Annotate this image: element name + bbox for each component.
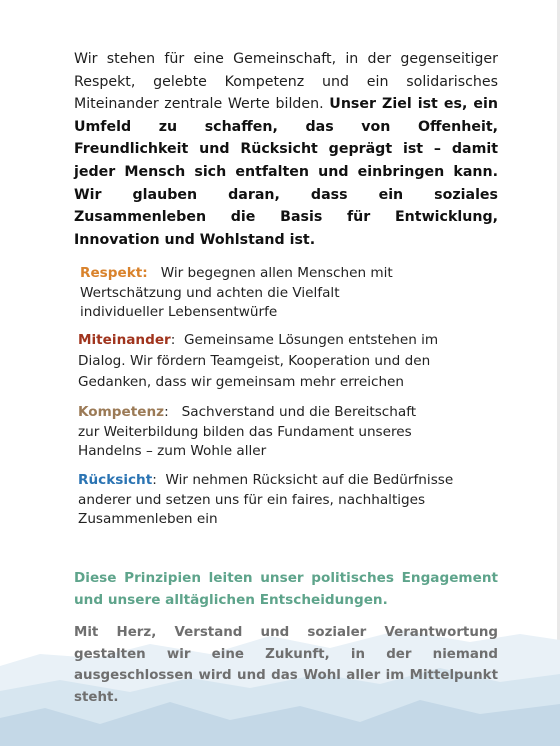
value-respekt bbox=[80, 264, 420, 323]
value-text: Gemeinsame Lösungen entstehen im Dialog. Wir fördern Teamgeist, Kooperation und den Gedanken, dass wir gemeinsam mehr erreichen bbox=[78, 332, 439, 390]
closing-statement-text: Mit Herz, Verstand und sozialer Verantwortung gestalten wir eine Zukunft, in der niemand ausgeschlossen wird und das Wohl aller im Mittelpunkt steht. bbox=[74, 625, 498, 705]
intro-bold-text: Unser Ziel ist es, ein Umfeld zu schaffen, das von Offenheit, Freundlichkeit und Rücksicht geprägt ist – damit jeder Mensch sich entfalten und einbringen kann. Wir glauben daran, dass ein soziales Zusammenleben die Basis für Entwicklung, Innovation und Wohlstand ist. bbox=[74, 96, 498, 248]
value-separator: : bbox=[164, 404, 169, 420]
value-text: Sachverstand und die Bereitschaft zur Weiterbildung bilden das Fundament unseres Handelns – zum Wohle aller bbox=[78, 404, 417, 459]
value-miteinander bbox=[78, 330, 458, 393]
intro-plain-text: Wir stehen für eine Gemeinschaft, in der gegenseitiger Respekt, gelebte Kompetenz und ein solidarisches Miteinander zentrale Werte bilden. bbox=[74, 51, 498, 113]
value-text: Wir begegnen allen Menschen mit Wertschätzung und achten die Vielfalt individueller Lebensentwürfe bbox=[80, 265, 393, 320]
value-separator: : bbox=[170, 332, 176, 348]
value-term: Kompetenz bbox=[78, 404, 165, 420]
value-text: Wir nehmen Rücksicht auf die Bedürfnisse anderer und setzen uns für ein faires, nachhaltiges Zusammenleben ein bbox=[78, 472, 454, 527]
value-separator: : bbox=[152, 472, 157, 488]
value-term: Rücksicht bbox=[78, 472, 153, 488]
intro-paragraph bbox=[74, 48, 498, 251]
value-term: Respekt: bbox=[80, 265, 148, 281]
value-ruecksicht bbox=[78, 471, 463, 530]
closing-highlight-text: Diese Prinzipien leiten unser politisches Engagement und unsere alltäglichen Entscheidungen. bbox=[74, 570, 498, 608]
value-term: Miteinander bbox=[78, 332, 171, 348]
value-kompetenz bbox=[78, 403, 428, 462]
